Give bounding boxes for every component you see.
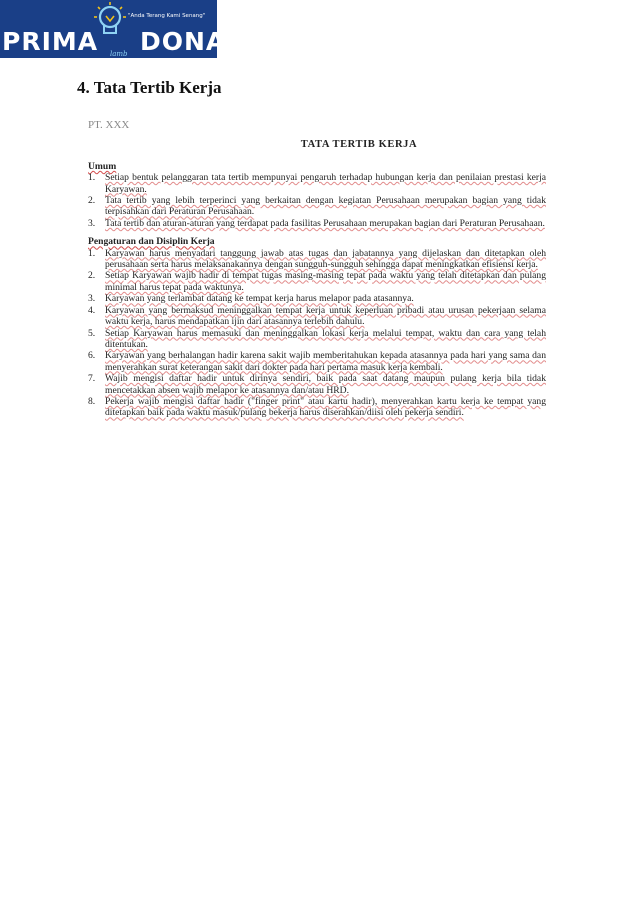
rule-number: 2. [88,195,96,207]
rule-text: Tata tertib dan aturan-aturan yang terdapat pada fasilitas Perusahaan merupakan bagian dari Peraturan Perusahaan. [105,217,545,229]
rule-list [88,248,546,419]
rule-number: 3. [88,293,96,305]
rule-item [88,328,546,351]
company-name: PT. XXX [88,119,130,131]
section-title: Umum [88,160,117,172]
rule-number: 3. [88,217,96,229]
page-heading: 4. Tata Tertib Kerja [77,78,222,97]
rule-item [88,350,546,373]
rule-item [88,172,546,195]
rule-text: Karyawan yang bermaksud meninggalkan tempat kerja untuk keperluan pribadi atau urusan pekerjaan selama waktu kerja, harus mendapatkan ijin dari atasannya terlebih dahulu. [105,304,546,328]
rule-text: Setiap bentuk pelanggaran tata tertib mempunyai pengaruh terhadap hubungan kerja dan penilaian prestasi kerja Karyawan. [105,172,546,195]
rule-number: 5. [88,327,96,339]
rule-item [88,248,546,271]
rule-item [88,396,546,419]
section-general [88,161,546,229]
rule-item [88,195,546,218]
rule-number: 8. [88,395,96,407]
document-image [88,120,546,426]
rule-item [88,270,546,293]
document-title: TATA TERTIB KERJA [300,139,418,151]
rule-number: 4. [88,304,96,316]
rule-text: Karyawan harus menyadari tanggung jawab atas tugas dan jabatannya yang dijelaskan dan ditetapkan oleh perusahaan serta harus melaksanakannya dengan sungguh-sungguh sehingga dapat meningkatkan efisiensi kerja. [105,247,546,271]
rule-number: 6. [88,350,96,362]
rule-item [88,293,546,304]
logo-wordmark-right: DONA [140,27,227,56]
rule-item [88,218,546,229]
rule-number: 7. [88,373,96,385]
rule-text: Wajib mengisi daftar hadir untuk dirinya sendiri, baik pada saat datang maupun pulang kerja bila tidak mencetakkan absen wajib melapor ke atasannya dan/atau HRD. [105,373,546,396]
section-discipline [88,236,546,419]
rule-text: Pekerja wajib mengisi daftar hadir ("finger print" atau kartu hadir), menyerahkan kartu kerja ke tempat yang ditetapkan baik pada waktu masuk/pulang bekerja harus diserahkan/diisi oleh pekerja sendiri. [105,395,546,419]
rule-item [88,305,546,328]
rule-text: Setiap Karyawan wajib hadir di tempat tugas masing-masing tepat pada waktu yang telah ditetapkan dan pulang minimal harus tepat pada waktunya. [105,270,546,293]
rule-item [88,373,546,396]
rule-text: Karyawan yang berhalangan hadir karena sakit wajib memberitahukan kepada atasannya pada hari yang sama dan menyerahkan surat keterangan sakit dari dokter pada hari pertama masuk kerja kembali. [105,350,546,373]
section-title: Pengaturan dan Disiplin Kerja [88,236,215,248]
rule-list [88,172,546,229]
company-logo [0,0,227,58]
logo-tagline: "Anda Terang Kami Senang" [128,13,206,19]
rule-text: Tata tertib yang lebih terperinci yang berkaitan dengan kegiatan Perusahaan merupakan bagian yang tidak terpisahkan dari Peraturan Perusahaan. [105,195,546,218]
rule-number: 2. [88,270,96,282]
rule-text: Karyawan yang terlambat datang ke tempat kerja harus melapor pada atasannya. [105,293,414,305]
logo-sub: lamb [110,50,128,58]
rule-text: Setiap Karyawan harus memasuki dan meninggalkan lokasi kerja melalui tempat, waktu dan cara yang telah ditentukan. [105,327,546,350]
rule-number: 1. [88,172,96,184]
logo-wordmark-left: PRIMA [2,27,99,56]
rule-number: 1. [88,247,96,259]
